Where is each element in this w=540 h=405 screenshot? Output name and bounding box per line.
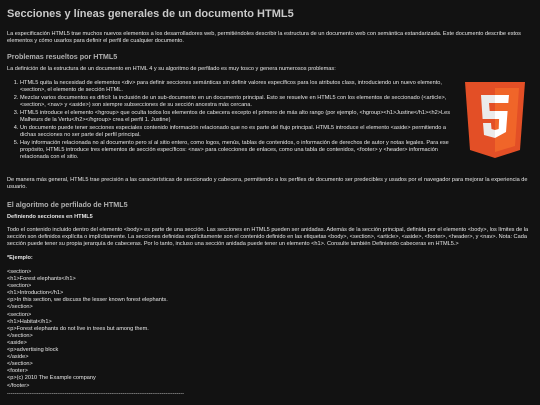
code-line: </footer> (7, 382, 30, 389)
problems-closing: De manera más general, HTML5 trae precisión a las características de seccionado y cabecera, permitiendo a los perfiles de documento ser predecibles y usados por el navegador para mejorar la experiencia de usuario. (7, 177, 528, 190)
list-item: 4. Un documento puede tener secciones especiales contenido información relacionado que no es parte del flujo principal. HTML5 introduce el elemento <aside> permitiendo a dichas secciones no ser parte del perfil principal. (20, 125, 460, 139)
problems-list (7, 80, 460, 161)
problems-lead: La definición de la estructura de un documento en HTML 4 y su algoritmo de perfilado es muy tosco y genera numerosos problemas: (7, 66, 336, 72)
section-heading-algorithm: El algoritmo de perfilado de HTML5 (7, 200, 128, 209)
code-line: <section> (7, 269, 32, 275)
code-line: </section> (7, 304, 33, 311)
intro-paragraph: La especificación HTML5 trae muchos nuevos elementos a los desarrolladores web, permitiéndoles describir la estructura de un documento web con semántica estandarizada. Este documento describe estos elementos y cómo usarlos para definir el perfil de cualquier documento. (7, 31, 521, 44)
code-line: </section> (7, 361, 33, 368)
code-line: <footer> (7, 368, 28, 375)
code-line: <p>(c) 2010 The Example company (7, 375, 96, 382)
subheading-defining-sections: Definiendo secciones en HTML5 (7, 214, 93, 220)
list-item: 5. Hay información relacionada no al documento pero sí al sitio entero, como logos, menús, tablas de contenidos, o información de derechos de autor y notas legales. Para ese propósito, HTML5 introduce tres elementos de sección específicos: <nav> para colecciones de enlaces, como una tabla de contenidos, <footer> y <header> información relacionada con el sitio. (20, 140, 460, 161)
list-item: 2. Mezclar varios documentos es difícil: la inclusión de un sub-documento en un documento principal. Esto se resuelve en HTML5 con los elementos de seccionado (<article>, <section>, <nav> y <aside>) son siempre subsecciones de su sección ancestra más cercana. (20, 95, 460, 109)
example-label: *Ejemplo: (7, 255, 33, 261)
list-item: 3. HTML5 introduce el elemento <hgroup> que oculta todos los elementos de cabecera excepto el primero de más alto rango (por ejemplo, <hgroup><h1>Justine</h1><h2>Les Malheurs de la Vertu</h2></hgroup> crea el perfil 1. Justine) (20, 110, 460, 124)
code-line: <aside> (7, 339, 27, 346)
section-heading-problems: Problemas resueltos por HTML5 (7, 52, 118, 61)
code-line: <p>Forest elephants do not live in trees but among them. (7, 325, 149, 332)
algorithm-body: Todo el contenido incluido dentro del elemento <body> es parte de una sección. Las secciones en HTML5 pueden ser anidadas. Además de la sección principal, definida por el elemento <body>, los límites de la sección son definidos explícita o implícitamente. La secciones definidas explícitamente son el contenido definido en las etiquetas <body>, <section>, <article>, <aside>, <footer>, <header>, y <nav>. Nota: Cada sección puede tener su propia jerarquía de cabeceras. Por lo tanto, incluso una sección anidada puede tener un elemento <h1>. Consulte también Definiendo cabeceras en HTML5.> (7, 227, 529, 247)
code-line: <h1>Introduction</h1> (7, 290, 64, 297)
divider-rule: ----------------------------------------------------------------------------------------------- (7, 390, 184, 397)
code-line: <p>advertising block (7, 347, 59, 354)
page-title: Secciones y líneas generales de un documento HTML5 (7, 8, 294, 20)
html5-logo-icon (460, 80, 530, 160)
code-line: <h1>Habitat</h1> (7, 318, 52, 325)
code-line: </aside> (7, 354, 29, 361)
code-line: <section> (7, 283, 32, 290)
code-line: </section> (7, 332, 33, 339)
list-item: 1. HTML5 quita la necesidad de elementos <div> para definir secciones semánticas sin definir valores específicos para los atributos class, introduciendo un nuevo elemento, <section>, el elemento de sección HTML. (20, 80, 460, 94)
code-line: <p>In this section, we discuss the lesser known forest elephants. (7, 297, 168, 304)
code-example (7, 269, 533, 390)
code-line: <section> (7, 311, 32, 318)
code-line: <h1>Forest elephants</h1> (7, 276, 76, 283)
